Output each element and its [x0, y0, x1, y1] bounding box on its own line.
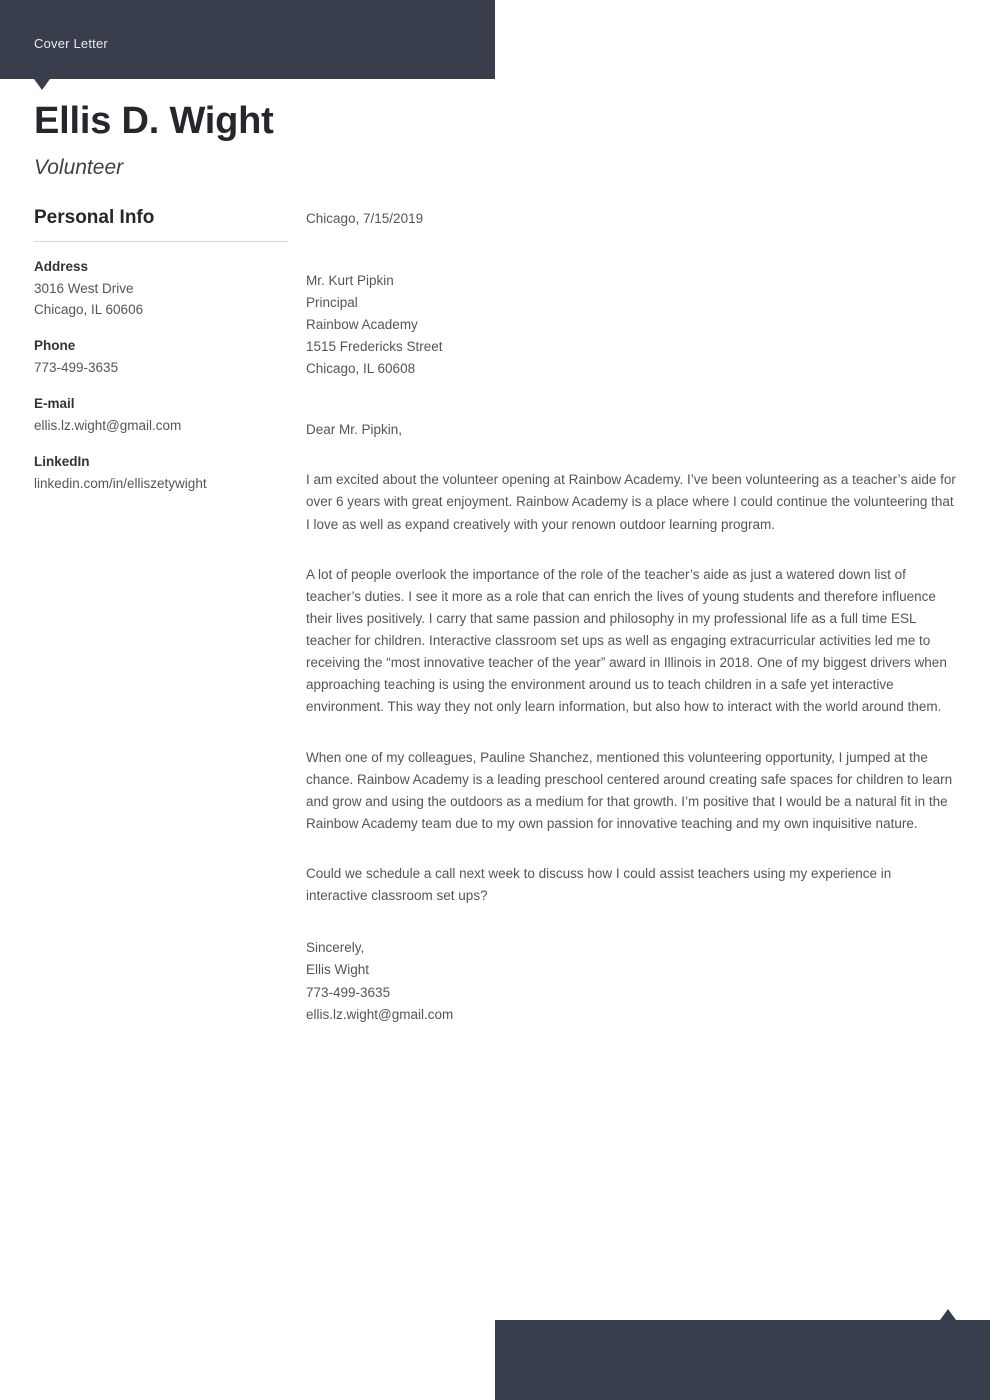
letter-sign-off-block: [306, 937, 956, 1026]
recipient-line: Rainbow Academy: [306, 317, 418, 333]
info-group-value: linkedin.com/in/elliszetywight: [34, 475, 207, 491]
letter-paragraph-list: [306, 469, 956, 907]
info-group-value: 3016 West Drive: [34, 280, 134, 296]
recipient-line: 1515 Fredericks Street: [306, 339, 443, 355]
letter-paragraph: I am excited about the volunteer opening at Rainbow Academy. I’ve been volunteering as a teacher’s aide for over 6 years with great enjoyment. Rainbow Academy is a place where I could continue the volunteering that I love as well as expand creatively with your renown outdoor learning program.: [306, 472, 956, 532]
info-group-label: E-mail: [34, 396, 75, 412]
info-group-value: ellis.lz.wight@gmail.com: [34, 418, 182, 434]
info-group-label: LinkedIn: [34, 453, 90, 469]
recipient-line: Mr. Kurt Pipkin: [306, 272, 394, 288]
sign-off-line: Ellis Wight: [306, 962, 370, 978]
document-type-label: Cover Letter: [34, 36, 108, 51]
sign-off-line: Sincerely,: [306, 940, 365, 956]
info-group-label: Phone: [34, 338, 76, 354]
info-group: [34, 394, 288, 437]
footer-notch-triangle-icon: [940, 1309, 956, 1320]
info-group-value: 773-499-3635: [34, 360, 119, 376]
letter-salutation: Dear Mr. Pipkin,: [306, 422, 403, 438]
recipient-address-block: [306, 270, 956, 381]
candidate-job-title: Volunteer: [34, 155, 124, 179]
letter-paragraph: A lot of people overlook the importance of the role of the teacher’s aide as just a watered down list of teacher’s duties. I see it more as a role that can enrich the lives of young students and therefore influence their lives positively. I carry that same passion and philosophy in my professional life as a full time ESL teacher for children. Interactive classroom set ups as well as engaging extracurricular activities led me to receiving the “most innovative teacher of the year” award in Illinois in 2018. One of my biggest drivers when approaching teaching is using the environment around us to teach children in a safe yet interactive environment. This way they not only learn information, but also how to interact with the world around them.: [306, 566, 947, 715]
info-group: [34, 257, 288, 322]
recipient-line: Chicago, IL 60608: [306, 361, 416, 377]
sidebar-personal-info: [34, 206, 288, 495]
name-block: [34, 100, 474, 180]
letter-body: [306, 208, 956, 1026]
letter-paragraph: When one of my colleagues, Pauline Shanchez, mentioned this volunteering opportunity, I jumped at the chance. Rainbow Academy is a leading preschool centered around creating safe spaces for children to learn and grow and using the outdoors as a medium for that growth. I’m positive that I would be a natural fit in the Rainbow Academy team due to my own passion for innovative teaching and my own inquisitive nature.: [306, 749, 953, 831]
sidebar-group-list: [34, 257, 288, 495]
sidebar-heading: Personal Info: [34, 207, 155, 228]
candidate-name: Ellis D. Wight: [34, 100, 274, 142]
header-band: [0, 0, 495, 79]
info-group: [34, 336, 288, 379]
info-group: [34, 452, 288, 495]
footer-band: [495, 1320, 990, 1400]
header-notch-triangle-icon: [34, 79, 50, 90]
sidebar-divider: [34, 241, 288, 242]
sign-off-line: 773-499-3635: [306, 984, 391, 1000]
letter-date: Chicago, 7/15/2019: [306, 211, 424, 226]
info-group-label: Address: [34, 258, 89, 274]
sign-off-line: ellis.lz.wight@gmail.com: [306, 1006, 454, 1022]
recipient-line: Principal: [306, 294, 358, 310]
info-group-value: Chicago, IL 60606: [34, 302, 144, 318]
letter-paragraph: Could we schedule a call next week to discuss how I could assist teachers using my experience in interactive classroom set ups?: [306, 866, 892, 904]
